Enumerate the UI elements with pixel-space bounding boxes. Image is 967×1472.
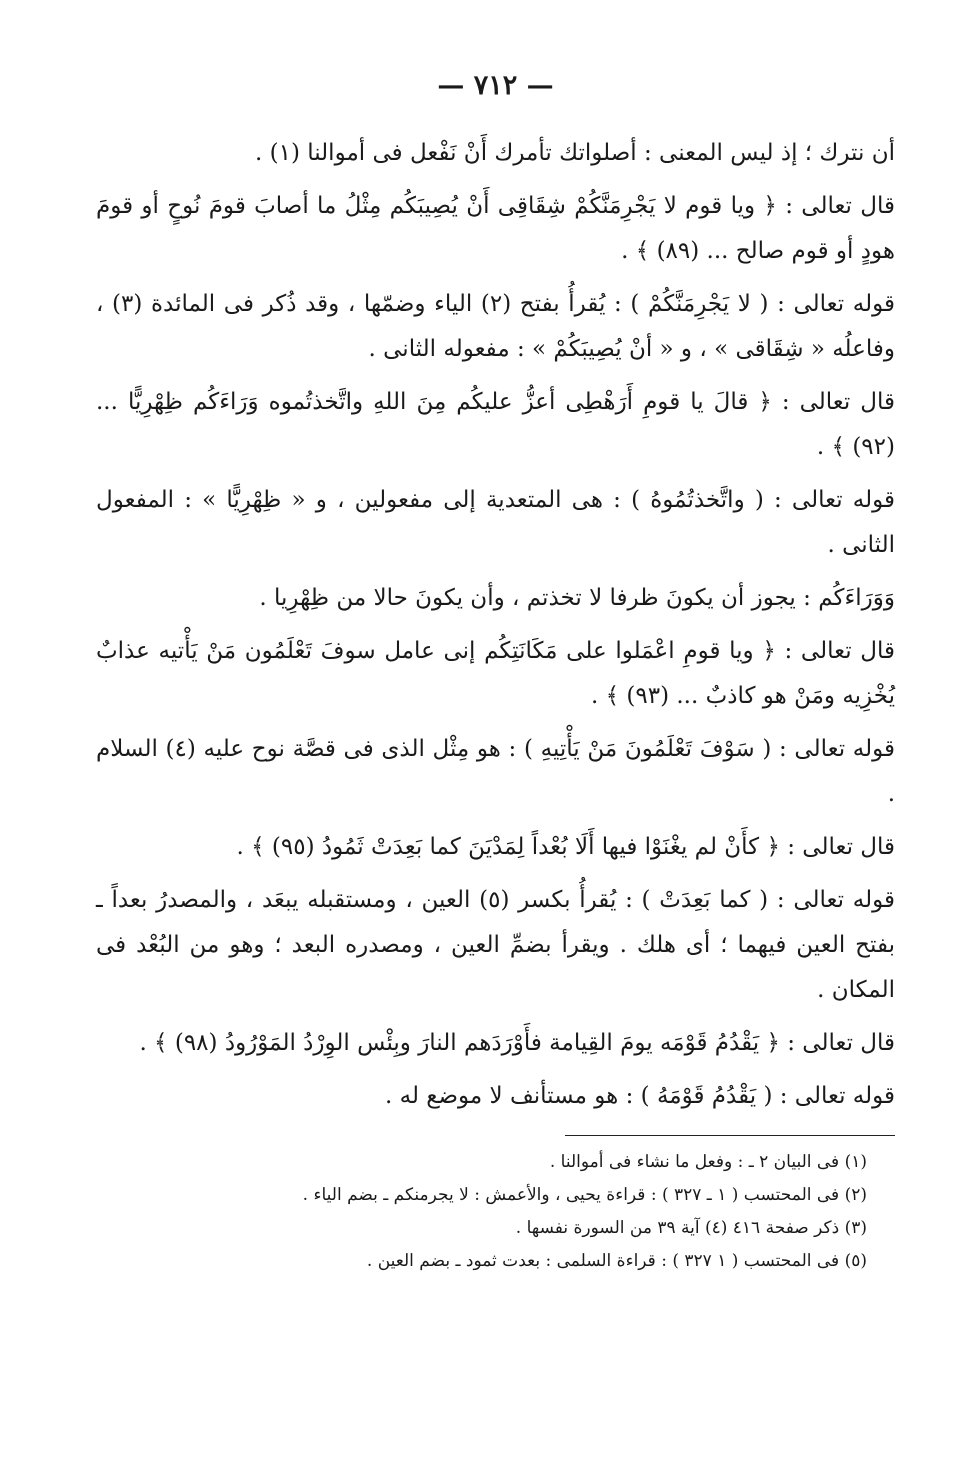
paragraph: قوله تعالى : ( سَوْفَ تَعْلَمُونَ مَنْ يَأْتِيهِ ) : هو مِثْل الذى فى قصَّة نوح عليه (٤) السلام . (96, 736, 895, 807)
paragraph: قوله تعالى : ( كما بَعِدَتْ ) : يُقرأُ بكسر (٥) العين ، ومستقبله يبعَد ، والمصدرُ بعداً ـ بفتح العين فيهما ؛ أى هلك . ويقرأ بضمِّ العين ، ومصدره البعد ؛ وهو من البُعْد فى المكان . (96, 887, 895, 1003)
footnote: (١) فى البيان ٢ ـ : وفعل ما نشاء فى أموالنا . (549, 1152, 867, 1172)
paragraph: قال تعالى : ﴿ ويا قومِ اعْمَلوا على مَكَانَتِكُم إنى عامل سوفَ تَعْلَمُون مَنْ يَأْتيه عذابٌ يُخْزِيه ومَنْ هو كاذبٌ ... (٩٣) ﴾ . (96, 638, 895, 709)
main-text (96, 131, 895, 1119)
page-number: — ٧١٢ — (437, 70, 554, 101)
footnote: (٣) ذكر صفحة ٤١٦ (٤) آية ٣٩ من السورة نفسها . (515, 1218, 867, 1238)
paragraph: قال تعالى : ﴿ كأَنْ لم يغْنَوْا فيها أَلَا بُعْداً لِمَدْيَنَ كما بَعِدَتْ ثَمُودُ (٩٥) ﴾ . (236, 834, 895, 860)
footnote: (٢) فى المحتسب ( ١ ـ ٣٢٧ ) : قراءة يحيى ، والأعمش : لا يجرمنكم ـ بضم الياء . (302, 1185, 867, 1205)
paragraph: وَوَرَاءَكُم : يجوز أن يكونَ ظرفا لا تخذتم ، وأن يكونَ حالا من ظِهْرِيا . (259, 585, 895, 611)
paragraph: قال تعالى : ﴿ يَقْدُمُ قَوْمَه يومَ القِيامة فأَوْرَدَهم النارَ وبِئْس الوِرْدُ المَوْرُودُ (٩٨) ﴾ . (139, 1030, 895, 1056)
paragraph: قال تعالى : ﴿ قالَ يا قومِ أَرَهْطِى أعزُّ عليكُم مِنَ اللهِ واتَّخذتُموه وَرَاءَكُم ظِهْرِيًّا ... (٩٢) ﴾ . (96, 389, 895, 460)
footnote: (٥) فى المحتسب ( ١ ٣٢٧ ) : قراءة السلمى : بعدت ثمود ـ بضم العين . (366, 1251, 867, 1271)
footnote-divider (565, 1135, 895, 1136)
paragraph: قوله تعالى : ( لا يَجْرِمَنَّكُمْ ) : يُقرأُ بفتح (٢) الياء وضمّها ، وقد ذُكر فى المائدة (٣) ، وفاعلُه « شِقَاقى » ، و « أنْ يُصِيبَكُمْ » : مفعوله الثانى . (96, 291, 895, 362)
paragraph: قال تعالى : ﴿ ويا قوم لا يَجْرِمَنَّكُمْ شِقَاقِى أَنْ يُصِيبَكُم مِثْلُ ما أصابَ قومَ نُوحٍ أو قومَ هودٍ أو قوم صالح ... (٨٩) ﴾ . (96, 193, 895, 264)
paragraph: قوله تعالى : ( واتَّخذتُمُوهُ ) : هى المتعدية إلى مفعولين ، و « ظِهْرِيًّا » : المفعول الثانى . (96, 487, 895, 558)
paragraph: قوله تعالى : ( يَقْدُمُ قَوْمَهُ ) : هو مستأنف لا موضع له . (384, 1083, 895, 1109)
paragraph: أن نترك ؛ إذ ليس المعنى : أصلواتك تأمرك أَنْ نَفْعل فى أموالنا (١) . (254, 140, 895, 166)
footnotes (96, 1146, 895, 1278)
